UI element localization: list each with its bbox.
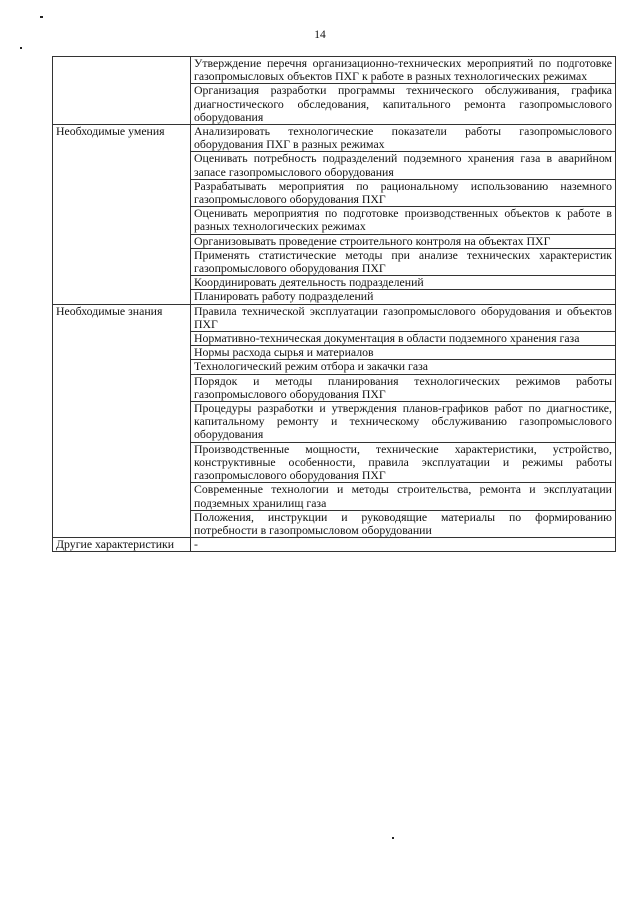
table-row [53, 304, 616, 331]
table-row [53, 57, 616, 84]
table-row [53, 538, 616, 552]
section-label: Другие характеристики [53, 538, 191, 552]
section-item: Нормативно-техническая документация в области подземного хранения газа [191, 332, 616, 346]
scan-speck [40, 16, 43, 18]
section-item: - [191, 538, 616, 552]
competency-table-body [53, 57, 616, 552]
page-number: 14 [314, 29, 326, 41]
section-item: Организовывать проведение строительного контроля на объектах ПХГ [191, 234, 616, 248]
section-item: Положения, инструкции и руководящие материалы по формированию потребности в газопромысловом оборудовании [191, 510, 616, 537]
section-item: Планировать работу подразделений [191, 290, 616, 304]
section-item: Производственные мощности, технические характеристики, устройство, конструктивные особенности, правила эксплуатации и режимы работы газопромыслового оборудования ПХГ [191, 442, 616, 483]
section-item: Анализировать технологические показатели работы газопромыслового оборудования ПХГ в разных режимах [191, 125, 616, 152]
section-item: Технологический режим отбора и закачки газа [191, 360, 616, 374]
section-item: Современные технологии и методы строительства, ремонта и эксплуатации подземных хранилищ газа [191, 483, 616, 510]
section-item: Порядок и методы планирования технологических режимов работы газопромыслового оборудования ПХГ [191, 374, 616, 401]
section-item: Применять статистические методы при анализе технических характеристик газопромыслового оборудования ПХГ [191, 248, 616, 275]
section-item: Нормы расхода сырья и материалов [191, 346, 616, 360]
section-label [53, 57, 191, 125]
section-item: Процедуры разработки и утверждения планов-графиков работ по диагностике, капитальному ремонту и техническому обслуживанию газопромыслового оборудования [191, 402, 616, 443]
scan-speck [392, 837, 394, 839]
table-row [53, 125, 616, 152]
section-item: Организация разработки программы технического обслуживания, графика диагностического обследования, капитального ремонта газопромыслового оборудования [191, 84, 616, 125]
section-item: Правила технической эксплуатации газопромыслового оборудования и объектов ПХГ [191, 304, 616, 331]
section-label: Необходимые знания [53, 304, 191, 537]
section-item: Разрабатывать мероприятия по рациональному использованию наземного газопромыслового оборудования ПХГ [191, 179, 616, 206]
section-item: Утверждение перечня организационно-технических мероприятий по подготовке газопромысловых объектов ПХГ к работе в разных технологических режимах [191, 57, 616, 84]
scan-speck [20, 47, 22, 49]
section-label: Необходимые умения [53, 125, 191, 305]
competency-table [52, 56, 616, 552]
section-item: Оценивать мероприятия по подготовке производственных объектов к работе в разных технологических режимах [191, 207, 616, 234]
section-item: Оценивать потребность подразделений подземного хранения газа в аварийном запасе газопромыслового оборудования [191, 152, 616, 179]
section-item: Координировать деятельность подразделений [191, 276, 616, 290]
